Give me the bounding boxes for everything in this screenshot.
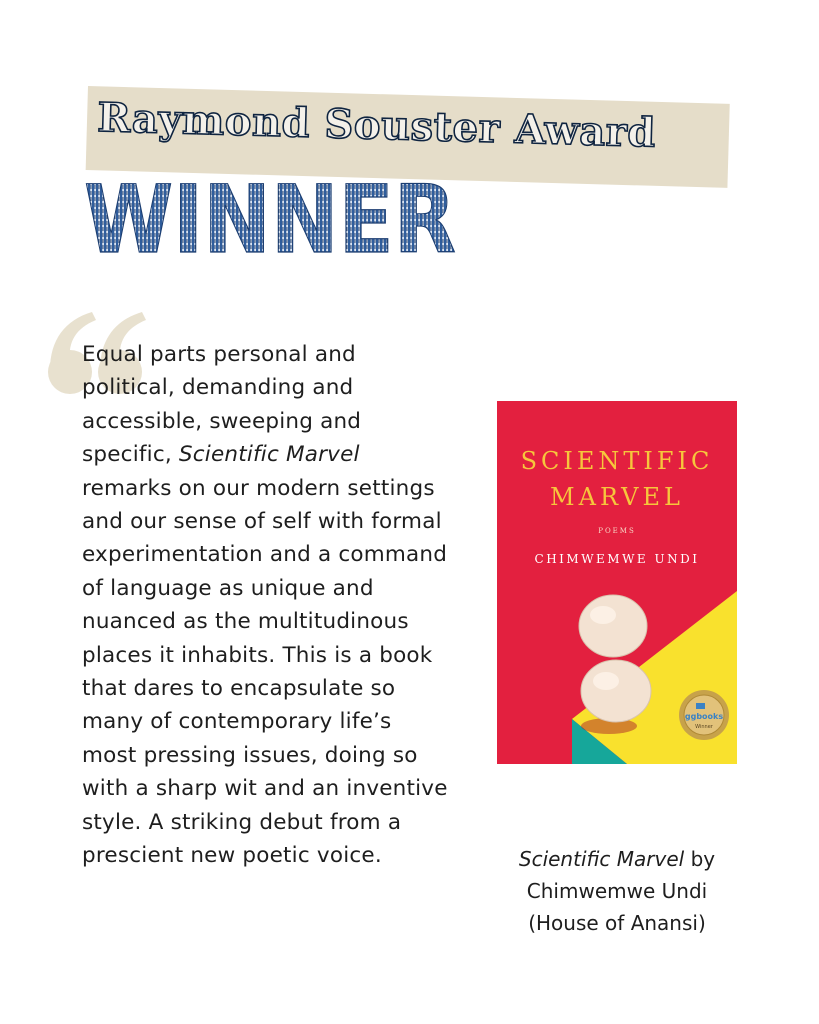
award-seal-icon: [679, 690, 729, 740]
cover-author: CHIMWEMWE UNDI: [534, 552, 700, 566]
caption-title: Scientific Marvel: [518, 847, 685, 871]
book-caption: [487, 843, 747, 939]
seal-label: Winner: [695, 724, 713, 730]
award-title: Raymond Souster Award: [96, 94, 657, 157]
caption-publisher: (House of Anansi): [528, 911, 706, 935]
quote-text-start: Equal parts personal and political, demanding and accessible, sweeping and specific,: [82, 342, 362, 468]
winner-text: WINNER: [84, 166, 456, 275]
caption-by: by: [684, 847, 716, 871]
cover-title-line-2: MARVEL: [550, 483, 684, 511]
cover-genre: POEMS: [598, 527, 636, 535]
cover-title-line-1: SCIENTIFIC: [520, 447, 714, 475]
caption-author: Chimwemwe Undi: [526, 879, 708, 903]
book-cover: [497, 401, 737, 764]
seal-brand: ggbooks: [684, 712, 724, 721]
caption-line-1: [487, 843, 747, 875]
quote-book-title: Scientific Marvel: [178, 442, 360, 468]
quote-text: [82, 338, 452, 873]
winner-heading: [80, 166, 464, 275]
quote-text-end: remarks on our modern settings and our sense of self with formal experimentation and a command of language as unique and nuanced as the multitudinous places it inhabits. This is a book that dares to encapsulate so many of contemporary life’s most pressing issues, doing so with a sharp wit and an inventive style. A striking debut from a prescient new poetic voice.: [82, 475, 448, 869]
